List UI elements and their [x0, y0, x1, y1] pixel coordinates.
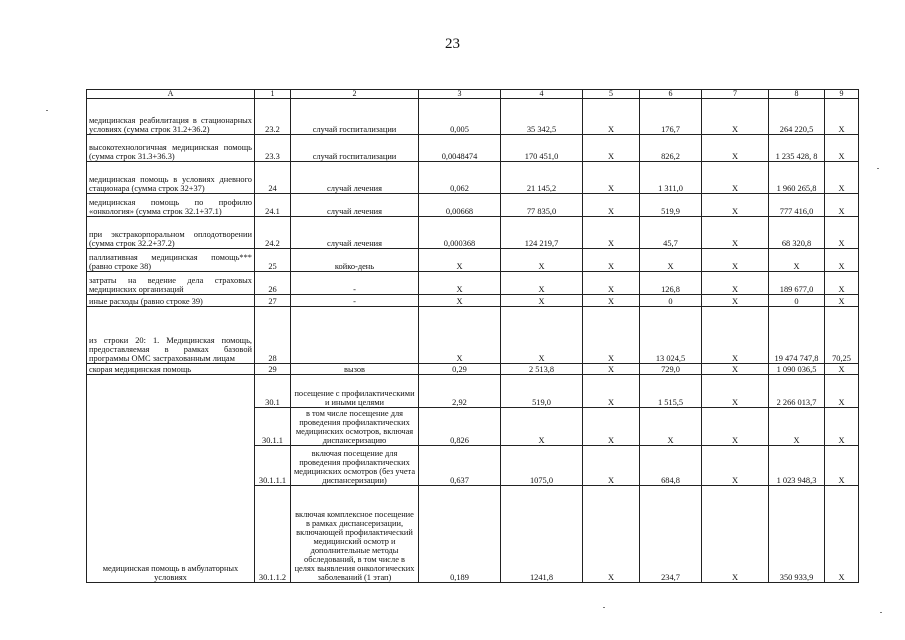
- cell: 777 416,0: [769, 194, 825, 217]
- cell: Х: [702, 135, 769, 162]
- row-code: 30.1: [255, 375, 291, 408]
- row-name: из строки 20: 1. Медицинская помощь, предоставляемая в рамках базовой программы ОМС застрахованным лицам: [87, 307, 255, 364]
- cell: 2,92: [419, 375, 501, 408]
- cell: Х: [702, 446, 769, 486]
- cell: Х: [583, 272, 640, 295]
- cell: Х: [501, 249, 583, 272]
- cell: Х: [501, 272, 583, 295]
- cell: Х: [419, 249, 501, 272]
- row-name: паллиативная медицинская помощь*** (равно строке 38): [87, 249, 255, 272]
- scan-speck: [46, 110, 48, 111]
- cell: Х: [583, 99, 640, 135]
- scan-speck: [603, 607, 605, 608]
- cell: 45,7: [640, 217, 702, 249]
- cell: 519,0: [501, 375, 583, 408]
- cell: Х: [825, 295, 859, 307]
- column-header: 3: [419, 90, 501, 99]
- column-header: 6: [640, 90, 702, 99]
- cell: 19 474 747,8: [769, 307, 825, 364]
- column-header: 2: [291, 90, 419, 99]
- table-row: [87, 217, 859, 249]
- cell: Х: [702, 307, 769, 364]
- cell: Х: [769, 408, 825, 446]
- cell: Х: [702, 217, 769, 249]
- row-code: 26: [255, 272, 291, 295]
- cell: Х: [583, 217, 640, 249]
- cell: Х: [583, 446, 640, 486]
- table-row: [87, 295, 859, 307]
- cell: 0,0048474: [419, 135, 501, 162]
- cell: 77 835,0: [501, 194, 583, 217]
- row-name: затраты на ведение дела страховых медицинских организаций: [87, 272, 255, 295]
- cell: 1 515,5: [640, 375, 702, 408]
- cell: Х: [702, 486, 769, 583]
- cell: Х: [583, 307, 640, 364]
- cell: 68 320,8: [769, 217, 825, 249]
- cell: 264 220,5: [769, 99, 825, 135]
- cell: Х: [419, 295, 501, 307]
- cell: 0: [769, 295, 825, 307]
- cell: Х: [702, 194, 769, 217]
- cell: 0: [640, 295, 702, 307]
- cell: Х: [583, 375, 640, 408]
- column-header: 8: [769, 90, 825, 99]
- cell: 35 342,5: [501, 99, 583, 135]
- cell: 234,7: [640, 486, 702, 583]
- row-code: 27: [255, 295, 291, 307]
- cell: Х: [769, 249, 825, 272]
- row-name: медицинская помощь в условиях дневного стационара (сумма строк 32+37): [87, 162, 255, 194]
- row-code: 28: [255, 307, 291, 364]
- table-row: [87, 194, 859, 217]
- cell: 350 933,9: [769, 486, 825, 583]
- cell: Х: [825, 194, 859, 217]
- cell: 519,9: [640, 194, 702, 217]
- row-name: медицинская помощь по профилю «онкология» (сумма строк 32.1+37.1): [87, 194, 255, 217]
- table-row: [87, 99, 859, 135]
- table-row: [87, 272, 859, 295]
- cell: 1 235 428, 8: [769, 135, 825, 162]
- budget-table: [86, 89, 859, 583]
- cell: 1 311,0: [640, 162, 702, 194]
- table-row: [87, 307, 859, 364]
- cell: 0,826: [419, 408, 501, 446]
- cell: 21 145,2: [501, 162, 583, 194]
- cell: Х: [702, 249, 769, 272]
- row-name: медицинская реабилитация в стационарных условиях (сумма строк 31.2+36.2): [87, 99, 255, 135]
- cell: Х: [702, 375, 769, 408]
- cell: Х: [825, 272, 859, 295]
- column-header: 9: [825, 90, 859, 99]
- row-unit: случай лечения: [291, 217, 419, 249]
- cell: Х: [825, 408, 859, 446]
- row-code: 29: [255, 364, 291, 375]
- cell: Х: [583, 295, 640, 307]
- row-unit: посещение с профилактическими и иными целями: [291, 375, 419, 408]
- row-unit: -: [291, 295, 419, 307]
- scan-speck: [877, 168, 879, 169]
- cell: Х: [825, 162, 859, 194]
- cell: Х: [702, 408, 769, 446]
- row-unit: включая комплексное посещение в рамках диспансеризации, включающей профилактический медицинский осмотр и дополнительные методы обследований, в том числе в целях выявления онкологических заболеваний (1 этап): [291, 486, 419, 583]
- cell: Х: [702, 99, 769, 135]
- row-code: 23.2: [255, 99, 291, 135]
- cell: Х: [640, 408, 702, 446]
- row-code: 24.2: [255, 217, 291, 249]
- cell: Х: [583, 249, 640, 272]
- table-row: [87, 249, 859, 272]
- row-code: 30.1.1.1: [255, 446, 291, 486]
- group-label: медицинская помощь в амбулаторных условиях: [87, 375, 255, 583]
- column-header: 5: [583, 90, 640, 99]
- cell: 0,000368: [419, 217, 501, 249]
- cell: 826,2: [640, 135, 702, 162]
- cell: 1 960 265,8: [769, 162, 825, 194]
- cell: 0,00668: [419, 194, 501, 217]
- row-code: 25: [255, 249, 291, 272]
- row-code: 30.1.1: [255, 408, 291, 446]
- cell: Х: [825, 217, 859, 249]
- row-code: 24.1: [255, 194, 291, 217]
- cell: Х: [825, 99, 859, 135]
- cell: Х: [640, 249, 702, 272]
- cell: Х: [583, 486, 640, 583]
- cell: 729,0: [640, 364, 702, 375]
- row-code: 30.1.1.2: [255, 486, 291, 583]
- cell: Х: [702, 295, 769, 307]
- row-unit: койко-день: [291, 249, 419, 272]
- cell: Х: [501, 408, 583, 446]
- cell: Х: [419, 272, 501, 295]
- column-header-row: [87, 90, 859, 99]
- cell: 0,062: [419, 162, 501, 194]
- row-name: скорая медицинская помощь: [87, 364, 255, 375]
- column-header: 4: [501, 90, 583, 99]
- cell: Х: [825, 249, 859, 272]
- column-header: 7: [702, 90, 769, 99]
- cell: 0,637: [419, 446, 501, 486]
- cell: 70,25: [825, 307, 859, 364]
- row-unit: включая посещение для проведения профилактических медицинских осмотров (без учета диспансеризации): [291, 446, 419, 486]
- cell: 126,8: [640, 272, 702, 295]
- cell: 0,005: [419, 99, 501, 135]
- cell: 176,7: [640, 99, 702, 135]
- row-unit: случай лечения: [291, 162, 419, 194]
- row-code: 24: [255, 162, 291, 194]
- cell: 1075,0: [501, 446, 583, 486]
- cell: 1 023 948,3: [769, 446, 825, 486]
- table-row: [87, 375, 859, 408]
- cell: 2 266 013,7: [769, 375, 825, 408]
- cell: Х: [419, 307, 501, 364]
- row-code: 23.3: [255, 135, 291, 162]
- row-unit: случай госпитализации: [291, 99, 419, 135]
- row-unit: случай лечения: [291, 194, 419, 217]
- cell: 124 219,7: [501, 217, 583, 249]
- cell: Х: [825, 364, 859, 375]
- cell: 2 513,8: [501, 364, 583, 375]
- cell: 1241,8: [501, 486, 583, 583]
- row-name: иные расходы (равно строке 39): [87, 295, 255, 307]
- cell: 684,8: [640, 446, 702, 486]
- page-number: 23: [445, 36, 460, 52]
- cell: Х: [583, 135, 640, 162]
- cell: Х: [501, 295, 583, 307]
- row-name: при экстракорпоральном оплодотворении (сумма строк 32.2+37.2): [87, 217, 255, 249]
- cell: 170 451,0: [501, 135, 583, 162]
- cell: Х: [583, 162, 640, 194]
- cell: Х: [702, 364, 769, 375]
- scan-speck: [880, 612, 882, 613]
- cell: 1 090 036,5: [769, 364, 825, 375]
- table-row: [87, 135, 859, 162]
- cell: Х: [702, 162, 769, 194]
- table-row: [87, 162, 859, 194]
- column-header: А: [87, 90, 255, 99]
- cell: 0,29: [419, 364, 501, 375]
- row-name: высокотехнологичная медицинская помощь (сумма строк 31.3+36.3): [87, 135, 255, 162]
- cell: Х: [702, 272, 769, 295]
- row-unit: случай госпитализации: [291, 135, 419, 162]
- table-row: [87, 364, 859, 375]
- cell: Х: [583, 364, 640, 375]
- cell: Х: [825, 446, 859, 486]
- cell: 0,189: [419, 486, 501, 583]
- cell: Х: [825, 135, 859, 162]
- cell: 13 024,5: [640, 307, 702, 364]
- cell: 189 677,0: [769, 272, 825, 295]
- cell: Х: [583, 194, 640, 217]
- cell: Х: [501, 307, 583, 364]
- row-unit: вызов: [291, 364, 419, 375]
- row-unit: -: [291, 272, 419, 295]
- row-unit: [291, 307, 419, 364]
- cell: Х: [825, 486, 859, 583]
- cell: Х: [583, 408, 640, 446]
- row-unit: в том числе посещение для проведения профилактических медицинских осмотров, включая диспансеризацию: [291, 408, 419, 446]
- column-header: 1: [255, 90, 291, 99]
- cell: Х: [825, 375, 859, 408]
